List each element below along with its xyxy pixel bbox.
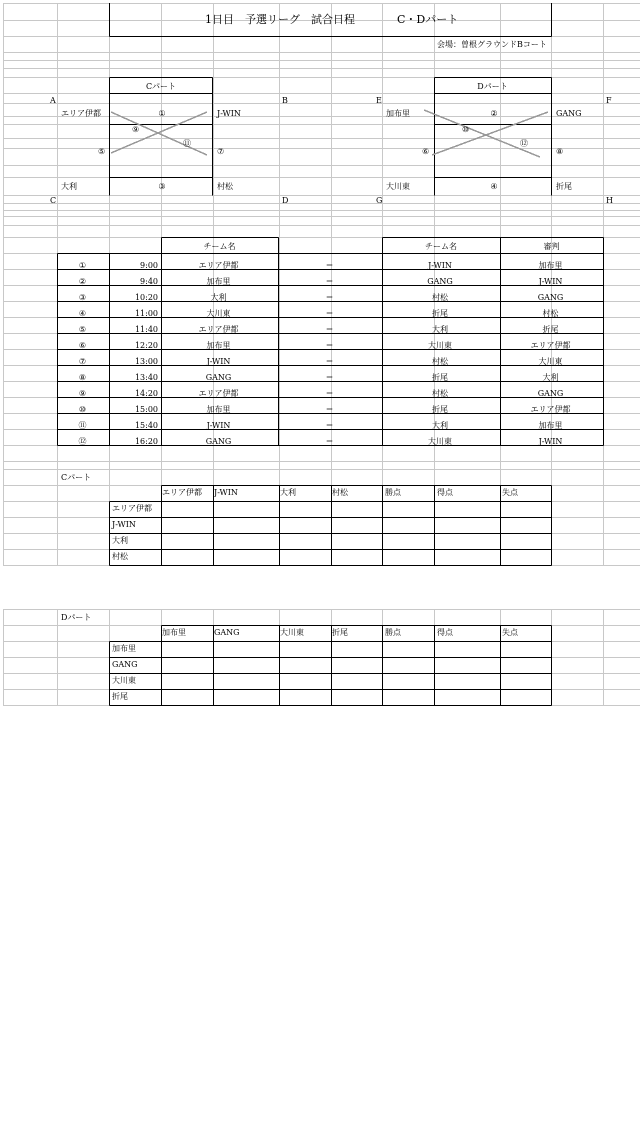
schedule-cell-vs: ＝ xyxy=(325,421,334,430)
group-d-team-bottom-left: 大川東 xyxy=(386,182,410,191)
schedule-cell-vs: ＝ xyxy=(325,437,334,446)
schedule-cell-time: 15:00 xyxy=(134,405,158,414)
schedule-cell-away: 大利 xyxy=(432,325,448,334)
league-row-team: 折尾 xyxy=(112,692,128,701)
match-8-marker: ⑧ xyxy=(556,147,564,156)
match-2-marker: ② xyxy=(490,109,498,118)
schedule-cell-referee: エリア伊都 xyxy=(530,405,571,414)
league-row-team: 大利 xyxy=(112,536,128,545)
schedule-cell-away: 村松 xyxy=(432,389,448,398)
schedule-header-referee: 審判 xyxy=(543,242,560,251)
page-title: 1日目 予選リーグ 試合日程 xyxy=(205,13,355,26)
schedule-cell-no: ⑤ xyxy=(78,325,87,334)
match-11-marker: ⑪ xyxy=(183,139,191,148)
league-column-header: 得点 xyxy=(437,488,453,497)
match-5-marker: ⑤ xyxy=(98,147,106,156)
schedule-cell-no: ⑥ xyxy=(78,341,87,350)
group-d-team-bottom-right: 折尾 xyxy=(556,182,572,191)
schedule-cell-referee: 加布里 xyxy=(538,261,563,270)
schedule-cell-home: GANG xyxy=(205,437,232,446)
schedule-cell-vs: ＝ xyxy=(325,261,334,270)
schedule-cell-home: GANG xyxy=(205,373,232,382)
match-9-marker: ⑨ xyxy=(132,125,140,134)
schedule-cell-away: 折尾 xyxy=(432,405,448,414)
schedule-cell-vs: ＝ xyxy=(325,293,334,302)
schedule-cell-home: 大利 xyxy=(210,293,227,302)
group-d-team-top-right: GANG xyxy=(556,109,582,118)
group-d-team-top-left: 加布里 xyxy=(386,109,410,118)
group-c-team-top-right: J-WIN xyxy=(217,109,241,118)
schedule-cell-no: ③ xyxy=(78,293,87,302)
group-c-team-top-left: エリア伊都 xyxy=(61,109,101,118)
schedule-cell-time: 13:40 xyxy=(134,373,158,382)
schedule-cell-away: 折尾 xyxy=(432,309,448,318)
schedule-cell-away: GANG xyxy=(427,277,453,286)
match-4-marker: ④ xyxy=(490,182,498,191)
league-column-header: J-WIN xyxy=(214,488,238,497)
schedule-cell-time: 11:40 xyxy=(134,325,158,334)
schedule-cell-time: 9:00 xyxy=(140,261,158,270)
schedule-cell-no: ⑨ xyxy=(78,389,87,398)
schedule-cell-vs: ＝ xyxy=(325,389,334,398)
schedule-cell-away: J-WIN xyxy=(428,261,452,270)
match-6-marker: ⑥ xyxy=(422,147,430,156)
schedule-cell-time: 14:20 xyxy=(134,389,158,398)
schedule-cell-vs: ＝ xyxy=(325,325,334,334)
schedule-cell-home: J-WIN xyxy=(206,421,231,430)
venue-label: 会場：曽根グラウンドBコート xyxy=(437,40,547,49)
schedule-cell-home: 加布里 xyxy=(206,277,231,286)
league-column-header: 折尾 xyxy=(332,628,348,637)
league-column-header: エリア伊都 xyxy=(162,488,202,497)
schedule-cell-referee: 加布里 xyxy=(538,421,563,430)
schedule-cell-time: 9:40 xyxy=(140,277,158,286)
schedule-cell-referee: エリア伊都 xyxy=(530,341,571,350)
schedule-cell-time: 12:20 xyxy=(134,341,158,350)
corner-a: A xyxy=(50,96,56,105)
schedule-cell-away: 大利 xyxy=(432,421,448,430)
schedule-cell-no: ⑦ xyxy=(78,357,87,366)
schedule-cell-no: ② xyxy=(78,277,87,286)
group-d-label: Dパート xyxy=(477,82,508,91)
schedule-cell-referee: J-WIN xyxy=(538,437,563,446)
league-row-team: エリア伊都 xyxy=(112,504,152,513)
schedule-cell-referee: 村松 xyxy=(542,309,559,318)
schedule-cell-vs: ＝ xyxy=(325,341,334,350)
corner-h: H xyxy=(606,196,613,205)
schedule-header-team-2: チーム名 xyxy=(425,242,457,251)
league-column-header: GANG xyxy=(214,628,240,637)
league-column-header: 勝点 xyxy=(385,488,401,497)
schedule-cell-home: エリア伊都 xyxy=(198,325,239,334)
schedule-cell-away: 大川東 xyxy=(428,437,452,446)
league-row-team: 加布里 xyxy=(112,644,136,653)
group-c-label: Cパート xyxy=(145,82,177,91)
league-column-header: 勝点 xyxy=(385,628,401,637)
schedule-cell-no: ⑫ xyxy=(78,437,87,446)
league-column-header: 得点 xyxy=(437,628,453,637)
schedule-cell-vs: ＝ xyxy=(325,357,334,366)
league-column-header: 失点 xyxy=(502,628,518,637)
league-d-label: Dパート xyxy=(61,613,92,622)
schedule-cell-no: ④ xyxy=(78,309,87,318)
schedule-cell-no: ⑩ xyxy=(78,405,87,414)
schedule-cell-home: エリア伊都 xyxy=(198,261,239,270)
schedule-header-team: チーム名 xyxy=(203,242,236,251)
schedule-cell-away: 村松 xyxy=(432,293,448,302)
league-row-team: 村松 xyxy=(112,552,128,561)
league-column-header: 大川東 xyxy=(280,628,304,637)
schedule-cell-home: 加布里 xyxy=(206,341,231,350)
corner-b: B xyxy=(282,96,288,105)
match-3-marker: ③ xyxy=(158,182,166,191)
corner-e: E xyxy=(376,96,382,105)
schedule-cell-away: 村松 xyxy=(432,357,448,366)
league-row-team: GANG xyxy=(112,660,138,669)
schedule-cell-no: ⑧ xyxy=(78,373,87,382)
league-column-header: 失点 xyxy=(502,488,518,497)
schedule-cell-referee: GANG xyxy=(537,293,564,302)
page-subtitle: C・Dパート xyxy=(397,13,459,26)
corner-d: D xyxy=(282,196,289,205)
schedule-cell-away: 大川東 xyxy=(428,341,452,350)
schedule-cell-referee: 折尾 xyxy=(542,325,559,334)
league-row-team: J-WIN xyxy=(112,520,136,529)
schedule-cell-vs: ＝ xyxy=(325,373,334,382)
schedule-cell-referee: GANG xyxy=(537,389,564,398)
schedule-cell-no: ① xyxy=(78,261,87,270)
schedule-cell-vs: ＝ xyxy=(325,309,334,318)
match-7-marker: ⑦ xyxy=(217,147,225,156)
schedule-cell-referee: 大川東 xyxy=(538,357,563,366)
schedule-cell-no: ⑪ xyxy=(78,421,87,430)
schedule-cell-vs: ＝ xyxy=(325,277,334,286)
group-c-team-bottom-right: 村松 xyxy=(217,182,233,191)
schedule-cell-time: 15:40 xyxy=(134,421,158,430)
schedule-cell-time: 16:20 xyxy=(134,437,158,446)
schedule-cell-time: 13:00 xyxy=(134,357,158,366)
league-column-header: 大利 xyxy=(280,488,296,497)
schedule-cell-referee: 大利 xyxy=(542,373,559,382)
group-c-team-bottom-left: 大利 xyxy=(61,182,77,191)
corner-c: C xyxy=(50,196,57,205)
corner-g: G xyxy=(376,196,383,205)
match-10-marker: ⑩ xyxy=(462,125,470,134)
league-row-team: 大川東 xyxy=(112,676,136,685)
match-12-marker: ⑫ xyxy=(520,139,528,148)
schedule-cell-time: 11:00 xyxy=(134,309,158,318)
schedule-cell-vs: ＝ xyxy=(325,405,334,414)
schedule-cell-referee: J-WIN xyxy=(538,277,563,286)
schedule-cell-away: 折尾 xyxy=(432,373,448,382)
match-1-marker: ① xyxy=(158,109,166,118)
schedule-cell-home: 加布里 xyxy=(206,405,231,414)
schedule-cell-home: エリア伊都 xyxy=(198,389,239,398)
schedule-cell-home: 大川東 xyxy=(206,309,231,318)
league-c-label: Cパート xyxy=(61,473,92,482)
schedule-cell-home: J-WIN xyxy=(206,357,231,366)
league-column-header: 村松 xyxy=(332,488,348,497)
league-column-header: 加布里 xyxy=(162,628,186,637)
corner-f: F xyxy=(606,96,612,105)
schedule-cell-time: 10:20 xyxy=(134,293,158,302)
